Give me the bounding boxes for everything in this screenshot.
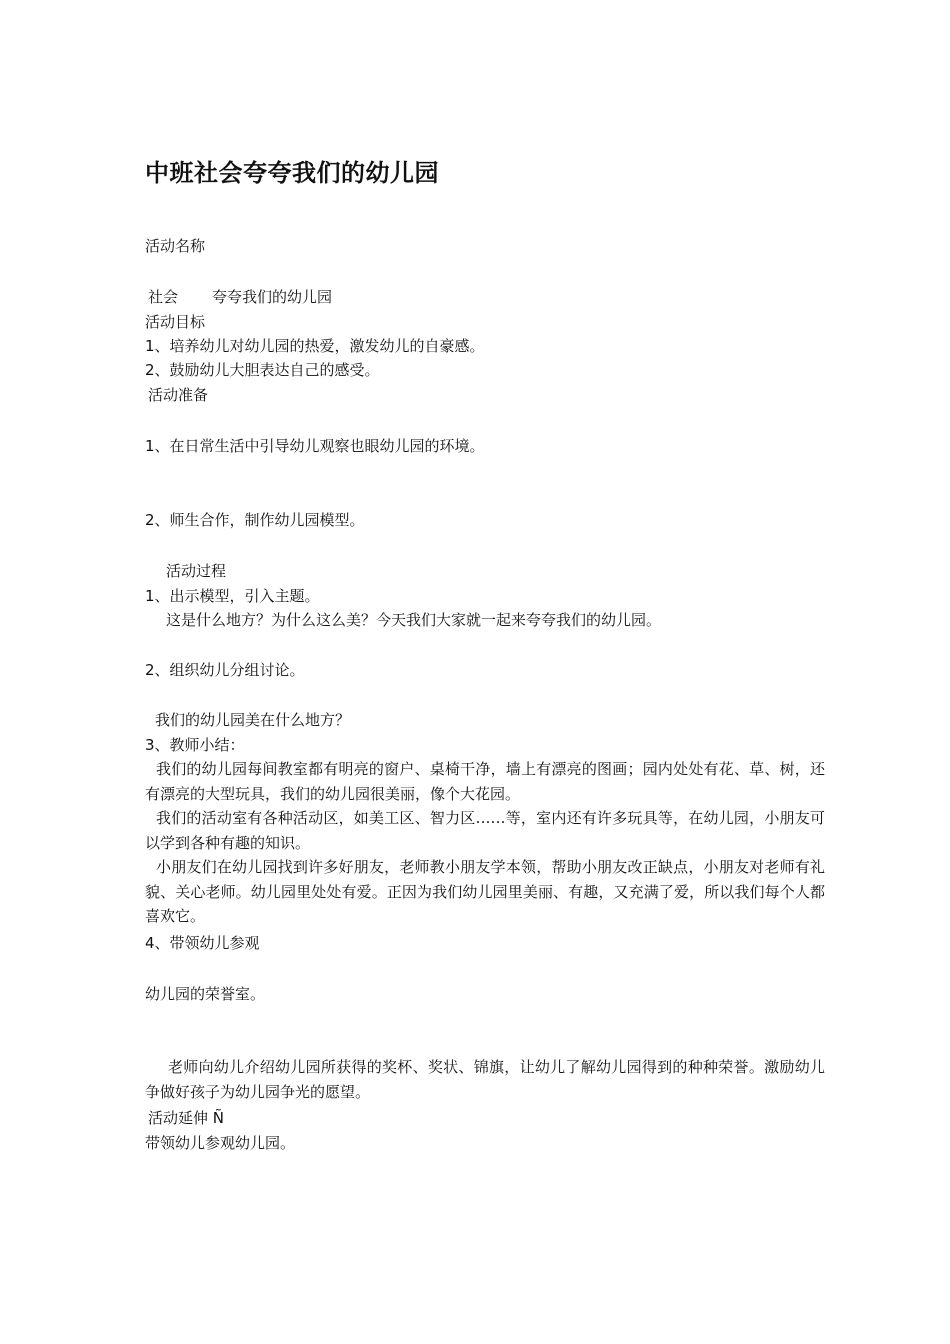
prep-heading: 活动准备 — [148, 386, 209, 404]
activity-name-value: 夸夸我们的幼儿园 — [212, 288, 333, 306]
process-step-4: 4、带领幼儿参观 — [145, 934, 260, 952]
summary-paragraph-2: 我们的活动室有各种活动区，如美工区、智力区……等，室内还有许多玩具等，在幼儿园，小朋友可以学到各种有趣的知识。 — [145, 809, 825, 852]
process-step-2-text: 我们的幼儿园美在什么地方？ — [155, 711, 351, 729]
extension-text: 带领幼儿参观幼儿园。 — [145, 1134, 296, 1152]
goal-item-2: 2、鼓励幼儿大胆表达自己的感受。 — [145, 361, 380, 379]
activity-name-line — [148, 287, 332, 307]
process-step-3: 3、教师小结： — [145, 736, 245, 754]
process-step-1: 1、出示模型，引入主题。 — [145, 587, 320, 605]
document-title: 中班社会夸夸我们的幼儿园 — [145, 159, 439, 187]
activity-name-category: 社会 — [148, 288, 179, 306]
summary-paragraph-3: 小朋友们在幼儿园找到许多好朋友，老师教小朋友学本领，帮助小朋友改正缺点，小朋友对老师有礼貌、关心老师。幼儿园里处处有爱。正因为我们幼儿园里美丽、有趣，又充满了爱，所以我们每个人都喜欢它。 — [145, 858, 825, 925]
process-step-1-text: 这是什么地方？为什么这么美？今天我们大家就一起来夸夸我们的幼儿园。 — [166, 611, 662, 629]
prep-item-2: 2、师生合作，制作幼儿园模型。 — [145, 511, 365, 529]
goals-heading: 活动目标 — [145, 313, 206, 331]
extension-heading: 活动延伸 Ñ — [148, 1109, 224, 1127]
prep-item-1: 1、在日常生活中引导幼儿观察也眼幼儿园的环境。 — [145, 437, 485, 455]
process-heading: 活动过程 — [166, 562, 227, 580]
activity-name-heading: 活动名称 — [145, 237, 206, 255]
honor-room-paragraph: 老师向幼儿介绍幼儿园所获得的奖杯、奖状、锦旗，让幼儿了解幼儿园得到的种种荣誉。激励幼儿争做好孩子为幼儿园争光的愿望。 — [145, 1058, 825, 1101]
goal-item-1: 1、培养幼儿对幼儿园的热爱，激发幼儿的自豪感。 — [145, 337, 485, 355]
process-step-4-place: 幼儿园的荣誉室。 — [145, 985, 266, 1003]
summary-paragraph-1: 我们的幼儿园每间教室都有明亮的窗户、桌椅干净，墙上有漂亮的图画；园内处处有花、草、树，还有漂亮的大型玩具，我们的幼儿园很美丽，像个大花园。 — [145, 760, 825, 803]
process-step-2: 2、组织幼儿分组讨论。 — [145, 661, 305, 679]
